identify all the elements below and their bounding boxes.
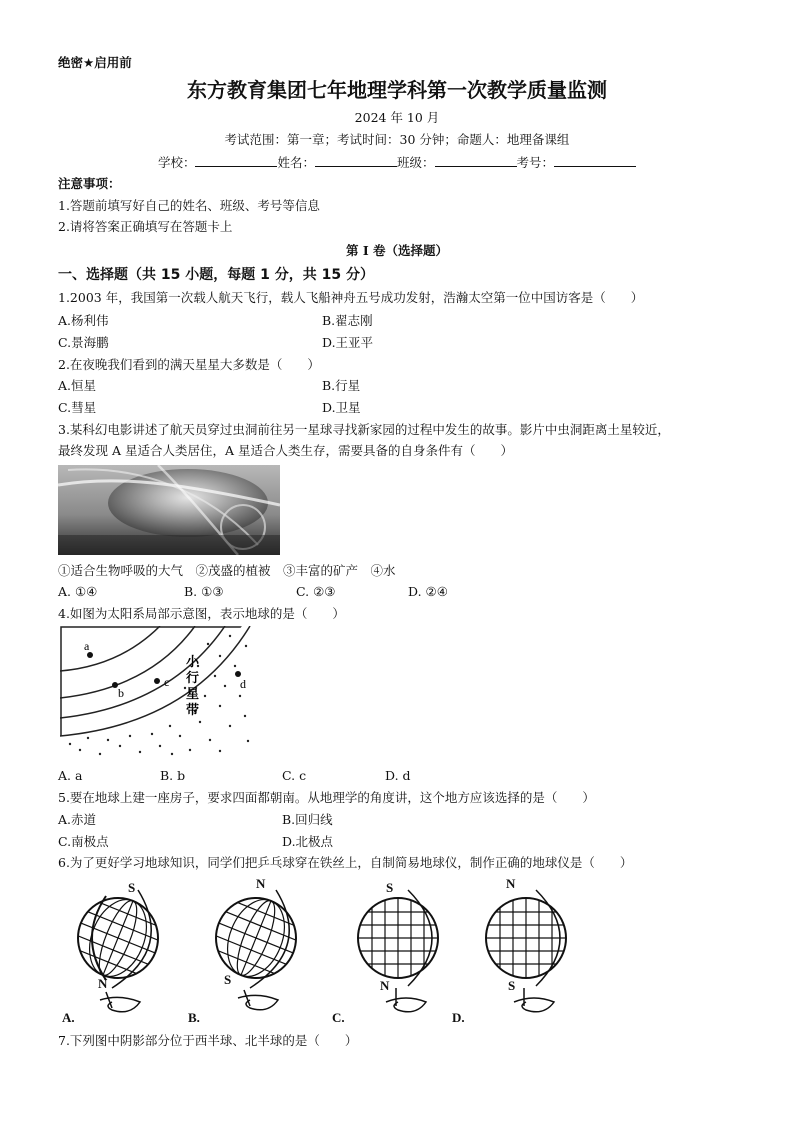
exam-scope: 考试范围：第一章；考试时间：30 分钟；命题人：地理备课组 bbox=[224, 132, 570, 147]
globe-option-d[interactable]: D. bbox=[452, 1010, 465, 1025]
id-label: 考号： bbox=[516, 155, 555, 170]
belt-label: 带 bbox=[186, 703, 200, 718]
question-stem: 1.2003 年，我国第一次载人航天飞行，载人飞船神舟五号成功发射，浩瀚太空第一位中国访客是（ ） bbox=[58, 290, 644, 305]
globe-c bbox=[358, 890, 438, 986]
option-d[interactable]: D.北极点 bbox=[282, 834, 334, 849]
option-b[interactable]: B.翟志刚 bbox=[322, 313, 373, 328]
school-label: 学校： bbox=[157, 155, 196, 170]
globe-a bbox=[66, 886, 170, 990]
class-blank[interactable] bbox=[435, 154, 517, 167]
belt-label: 小 bbox=[186, 655, 200, 670]
point-label-b: b bbox=[118, 686, 124, 700]
globe-a-bottom-pole: N bbox=[98, 976, 108, 991]
globe-b-bottom-pole: S bbox=[224, 972, 232, 987]
notice-item: 2.请将答案正确填写在答题卡上 bbox=[58, 219, 233, 234]
belt-label: 行 bbox=[186, 671, 200, 686]
solar-system-diagram bbox=[60, 626, 254, 760]
option-a[interactable]: A.恒星 bbox=[58, 378, 97, 393]
point-label-c: c bbox=[164, 675, 170, 689]
belt-label: 星 bbox=[186, 687, 200, 702]
confidential-label: 绝密★启用前 bbox=[58, 55, 132, 70]
option-d[interactable]: D.王亚平 bbox=[322, 335, 374, 350]
globe-c-bottom-pole: N bbox=[380, 978, 390, 993]
id-blank[interactable] bbox=[554, 154, 636, 167]
option-b[interactable]: B. b bbox=[160, 768, 186, 783]
wormhole-image bbox=[58, 465, 280, 555]
globe-option-c[interactable]: C. bbox=[332, 1010, 345, 1025]
point-label-d: d bbox=[240, 677, 246, 691]
globe-c-top-pole: S bbox=[386, 880, 394, 895]
globe-d-top-pole: N bbox=[506, 876, 516, 891]
option-a[interactable]: A. a bbox=[58, 768, 83, 783]
question-stem: 2.在夜晚我们看到的满天星星大多数是（ ） bbox=[58, 357, 320, 372]
question-stem: 3.某科幻电影讲述了航天员穿过虫洞前往另一星球寻找新家园的过程中发生的故事。影片中虫洞距离土星较近， bbox=[58, 422, 670, 437]
option-a[interactable]: A.赤道 bbox=[58, 812, 97, 827]
globe-d-bottom-pole: S bbox=[508, 978, 516, 993]
notice-item: 1.答题前填写好自己的姓名、班级、考号等信息 bbox=[58, 198, 320, 213]
globe-d bbox=[486, 890, 566, 986]
school-blank[interactable] bbox=[195, 154, 277, 167]
point-label-a: a bbox=[84, 639, 90, 653]
option-d[interactable]: D. d bbox=[385, 768, 411, 783]
question-stem: 6.为了更好学习地球知识，同学们把乒乓球穿在铁丝上，自制简易地球仪，制作正确的地球仪是（ ） bbox=[58, 855, 633, 870]
conditions-list: ①适合生物呼吸的大气 ②茂盛的植被 ③丰富的矿产 ④水 bbox=[58, 563, 396, 578]
option-a[interactable]: A. ①④ bbox=[58, 584, 98, 599]
exam-date: 2024 年 10 月 bbox=[354, 110, 440, 125]
option-a[interactable]: A.杨利伟 bbox=[58, 313, 109, 328]
name-blank[interactable] bbox=[315, 154, 397, 167]
section-title: 一、选择题（共 15 小题，每题 1 分，共 15 分） bbox=[58, 267, 374, 283]
globe-option-b[interactable]: B. bbox=[188, 1010, 200, 1025]
question-stem: 最终发现 A 星适合人类居住，A 星适合人类生存，需要具备的自身条件有（ ） bbox=[58, 443, 513, 458]
option-c[interactable]: C.景海鹏 bbox=[58, 335, 109, 350]
globe-a-top-pole: S bbox=[128, 880, 136, 895]
page-title: 东方教育集团七年地理学科第一次教学质量监测 bbox=[187, 78, 607, 102]
option-d[interactable]: D. ②④ bbox=[408, 584, 448, 599]
option-d[interactable]: D.卫星 bbox=[322, 400, 361, 415]
option-b[interactable]: B.回归线 bbox=[282, 812, 333, 827]
globe-b bbox=[204, 886, 308, 990]
option-b[interactable]: B. ①③ bbox=[184, 584, 224, 599]
globe-option-a[interactable]: A. bbox=[62, 1010, 75, 1025]
question-stem: 4.如图为太阳系局部示意图，表示地球的是（ ） bbox=[58, 606, 345, 621]
option-c[interactable]: C. c bbox=[282, 768, 307, 783]
question-stem: 7.下列图中阴影部分位于西半球、北半球的是（ ） bbox=[58, 1033, 358, 1048]
globe-b-top-pole: N bbox=[256, 876, 266, 891]
option-c[interactable]: C.彗星 bbox=[58, 400, 97, 415]
globe-options-figure bbox=[60, 876, 700, 1026]
option-c[interactable]: C. ②③ bbox=[296, 584, 336, 599]
option-b[interactable]: B.行星 bbox=[322, 378, 361, 393]
notice-title: 注意事项： bbox=[58, 176, 121, 191]
name-label: 姓名： bbox=[277, 155, 315, 170]
question-stem: 5.要在地球上建一座房子，要求四面都朝南。从地理学的角度讲，这个地方应该选择的是（ ） bbox=[58, 790, 595, 805]
part-title: 第 I 卷（选择题） bbox=[345, 243, 449, 258]
student-info-line bbox=[0, 154, 794, 171]
option-c[interactable]: C.南极点 bbox=[58, 834, 109, 849]
class-label: 班级： bbox=[397, 155, 435, 170]
